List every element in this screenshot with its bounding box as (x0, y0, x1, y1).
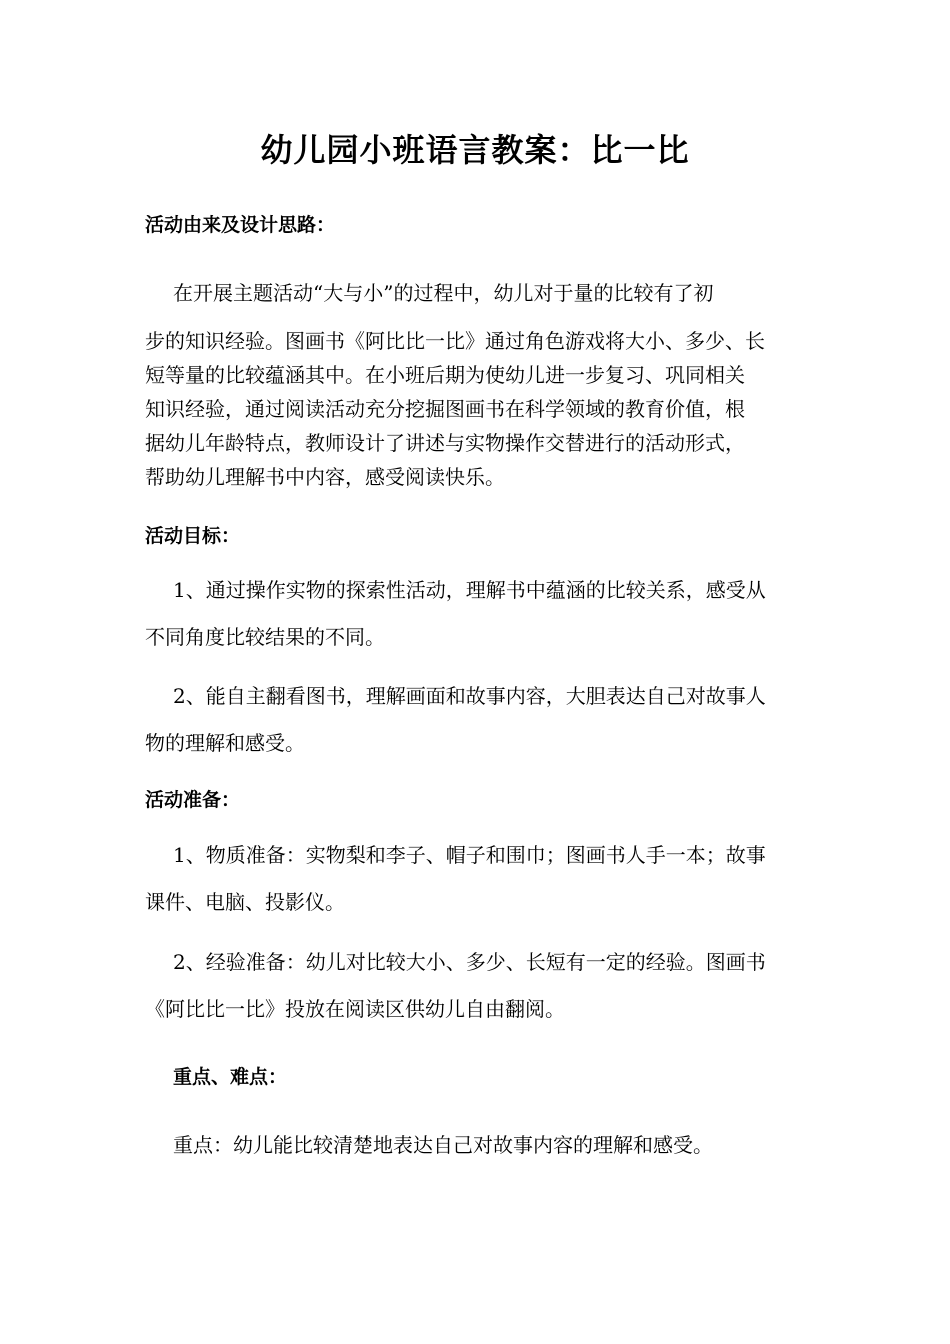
goal-item-1 (145, 573, 810, 654)
prep-item-1-line-2: 课件、电脑、投影仪。 (145, 890, 345, 914)
origin-line-2: 步的知识经验。图画书《阿比比一比》通过角色游戏将大小、多少、长 (145, 329, 765, 353)
section-heading-prep: 活动准备： (145, 789, 241, 811)
document-title: 幼儿园小班语言教案：比一比 (260, 131, 690, 169)
goal-item-1-line-1: 1、通过操作实物的探索性活动，理解书中蕴涵的比较关系，感受从 (173, 578, 766, 602)
origin-line-1: 在开展主题活动“大与小”的过程中，幼儿对于量的比较有了初 (173, 281, 714, 305)
origin-paragraph (145, 276, 810, 494)
prep-item-1 (145, 838, 810, 919)
goal-item-2-line-1: 2、能自主翻看图书，理解画面和故事内容，大胆表达自己对故事人 (173, 684, 766, 708)
prep-item-2-line-1: 2、经验准备：幼儿对比较大小、多少、长短有一定的经验。图画书 (173, 950, 766, 974)
section-heading-goals: 活动目标： (145, 525, 241, 547)
section-heading-origin: 活动由来及设计思路： (145, 214, 336, 236)
prep-item-2-line-2: 《阿比比一比》投放在阅读区供幼儿自由翻阅。 (145, 997, 565, 1021)
key-point-line: 重点：幼儿能比较清楚地表达自己对故事内容的理解和感受。 (173, 1133, 713, 1157)
section-heading-key: 重点、难点： (173, 1066, 288, 1088)
origin-line-3: 短等量的比较蕴涵其中。在小班后期为使幼儿进一步复习、巩同相关 (145, 363, 745, 387)
goal-item-2 (145, 679, 810, 760)
goal-item-1-line-2: 不同角度比较结果的不同。 (145, 625, 385, 649)
goal-item-2-line-2: 物的理解和感受。 (145, 731, 305, 755)
origin-line-6: 帮助幼儿理解书中内容，感受阅读快乐。 (145, 465, 505, 489)
prep-item-2 (145, 945, 810, 1026)
origin-line-5: 据幼儿年龄特点，教师设计了讲述与实物操作交替进行的活动形式， (145, 431, 745, 455)
origin-line-4: 知识经验，通过阅读活动充分挖掘图画书在科学领域的教育价值，根 (145, 397, 745, 421)
prep-item-1-line-1: 1、物质准备：实物梨和李子、帽子和围巾；图画书人手一本；故事 (173, 843, 766, 867)
